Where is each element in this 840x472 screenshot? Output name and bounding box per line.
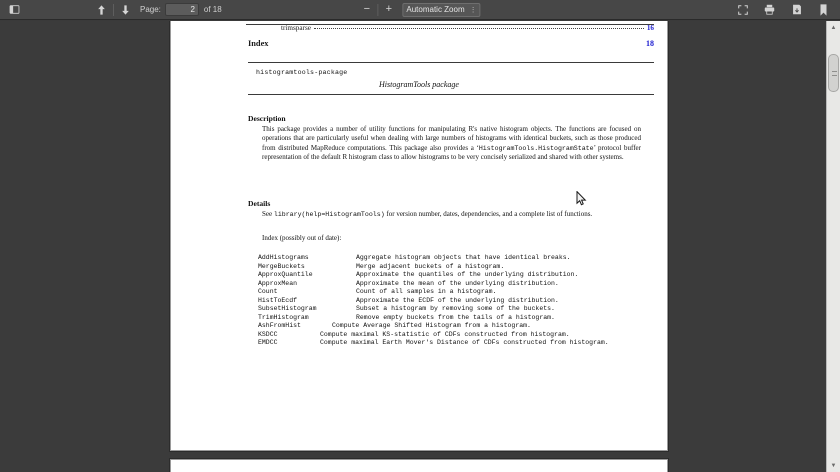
zoom-out-button[interactable]: − [363,3,371,15]
function-name[interactable]: KSDCC [258,330,278,338]
sidebar-toggle-icon[interactable] [6,2,23,18]
toc-leader-dots [314,28,644,29]
package-identifier: histogramtools-package [256,69,348,76]
function-description: Approximate the mean of the underlying distribution. [356,279,559,287]
next-page-button[interactable] [117,2,134,18]
function-description: Compute maximal KS-statistic of CDFs constructed from histogram. [320,330,570,338]
scroll-down-arrow-icon[interactable]: ▼ [827,459,840,472]
function-index-row [258,263,654,272]
previous-page-button[interactable] [93,2,110,18]
section-heading-details: Details [248,199,271,208]
scrollbar-thumb[interactable] [828,54,839,92]
function-index-row [258,339,654,348]
toolbar-left-group [0,2,222,18]
index-note: Index (possibly out of date): [262,234,342,242]
page-number-input[interactable] [165,3,199,16]
details-paragraph [262,210,641,219]
function-name[interactable]: AddHistograms [258,254,309,261]
function-index-row [258,288,654,297]
description-text-part1: This package provides a number of utility functions for manipulating R's native histogram objects. The functions are focused on operations that are particularly useful when dealing with large numbers of histograms with identical buckets, such as those produced from distributed MapReduce computations. This package also provides a ‘ [262,125,641,152]
function-description: Approximate the ECDF of the underlying distribution. [356,296,559,304]
details-text-part1: See [262,210,274,218]
toolbar-divider-zoom [377,4,378,16]
details-text-part2: for version number, dates, dependencies, and a complete list of functions. [384,210,593,218]
bookmark-icon[interactable] [815,2,832,18]
zoom-level-value: Automatic Zoom [406,5,465,14]
function-index-row [258,254,654,263]
zoom-level-select[interactable] [402,3,480,17]
vertical-scrollbar[interactable] [826,21,840,472]
toolbar-divider [113,4,114,16]
pdf-viewer-canvas[interactable] [0,21,840,472]
function-name[interactable]: AshFromHist [258,322,301,330]
function-name[interactable]: ApproxMean [258,279,298,287]
scrollbar-grip-icon [832,71,837,76]
description-text-part2: ’ protocol buffer representation of the default R histogram class to allow histograms to be very concisely serialized and shared with other systems. [262,143,641,162]
download-icon[interactable] [788,2,805,18]
function-description: Merge adjacent buckets of a histogram. [356,262,505,270]
function-index-row [258,331,654,340]
pdf-page-3 [170,459,668,472]
function-name[interactable]: ApproxQuantile [258,271,313,279]
function-description: Count of all samples in a histogram. [356,288,497,296]
page-count-label: of 18 [203,5,222,14]
header-rule-bottom [248,94,654,95]
package-title: HistogramTools package [379,80,459,89]
function-description: Remove empty buckets from the tails of a histogram. [356,313,555,321]
toolbar-right-group [734,2,832,18]
function-index-row [258,297,654,306]
function-description: Compute Average Shifted Histogram from a histogram. [332,322,531,330]
page-number-label: Page: [140,5,161,14]
function-name[interactable]: MergeBuckets [258,262,305,270]
presentation-mode-icon[interactable] [734,2,751,18]
toc-entry-trimsparse[interactable] [281,24,654,32]
toc-entry-index[interactable] [248,39,654,48]
header-rule-top [248,62,654,63]
function-index-row [258,314,654,323]
function-name[interactable]: HistToEcdf [258,296,298,304]
scroll-up-arrow-icon[interactable]: ▲ [827,21,840,34]
function-index-row [258,271,654,280]
chevron-down-icon: ⋮ [469,6,477,14]
toolbar-zoom-group [359,2,480,17]
function-name[interactable]: SubsetHistogram [258,305,317,313]
zoom-in-button[interactable]: + [385,3,393,15]
function-index-table [258,254,654,348]
function-description: Approximate the quantiles of the underlying distribution. [356,271,579,279]
mouse-cursor [576,191,587,206]
toc-index-label: Index [248,39,269,48]
function-index-row [258,280,654,289]
pdf-toolbar [0,0,840,20]
function-index-row [258,305,654,314]
details-inline-code: library(help=HistogramTools) [273,211,385,218]
printer-icon[interactable] [761,2,778,18]
function-index-row [258,322,654,331]
function-description: Aggregate histogram objects that have identical breaks. [356,254,571,261]
function-description: Compute maximal Earth Mover's Distance of CDFs constructed from histogram. [320,339,609,347]
function-name[interactable]: TrimHistogram [258,313,309,321]
description-paragraph [262,125,641,163]
function-name[interactable]: Count [258,288,278,296]
function-name[interactable]: EMDCC [258,339,278,347]
pdf-page-2 [170,21,668,451]
toc-index-page: 18 [646,39,654,48]
toc-entry-page: 16 [646,24,654,32]
section-heading-description: Description [248,114,286,123]
toc-entry-name: trimsparse [281,24,311,32]
description-inline-code: HistogramTools.HistogramState [478,144,594,152]
function-description: Subset a histogram by removing some of the buckets. [356,305,555,313]
